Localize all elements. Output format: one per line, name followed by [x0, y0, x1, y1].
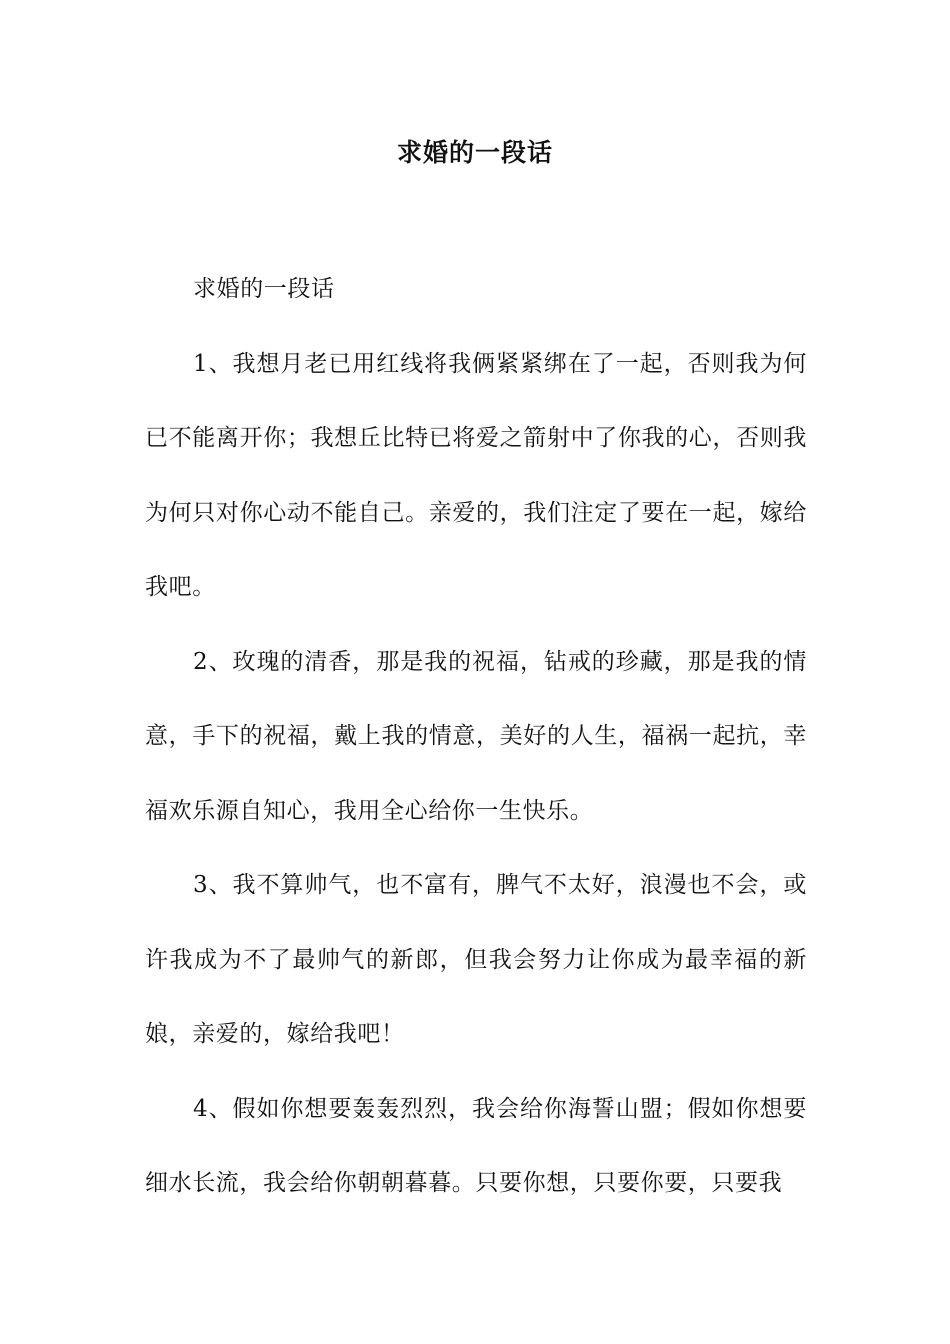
document-title: 求婚的一段话 — [396, 138, 553, 167]
paragraph-3: 3、我不算帅气，也不富有，脾气不太好，浪漫也不会，或许我成为不了最帅气的新郎，但我会努力让你成为最幸福的新娘，亲爱的，嫁给我吧！ — [145, 872, 807, 1047]
paragraph-4: 4、假如你想要轰轰烈烈，我会给你海誓山盟；假如你想要细水长流，我会给你朝朝暮暮。只要你想，只要你要，只要我 — [145, 1095, 807, 1196]
paragraph-1: 1、我想月老已用红线将我俩紧紧绑在了一起，否则我为何已不能离开你；我想丘比特已将爱之箭射中了你我的心，否则我为何只对你心动不能自己。亲爱的，我们注定了要在一起，嫁给我吧。 — [145, 350, 807, 600]
document-body — [145, 252, 807, 1221]
paragraph-2: 2、玫瑰的清香，那是我的祝福，钻戒的珍藏，那是我的情意，手下的祝福，戴上我的情意，美好的人生，福祸一起抗，幸福欢乐源自知心，我用全心给你一生快乐。 — [145, 648, 807, 824]
paragraph-heading: 求婚的一段话 — [193, 276, 335, 302]
